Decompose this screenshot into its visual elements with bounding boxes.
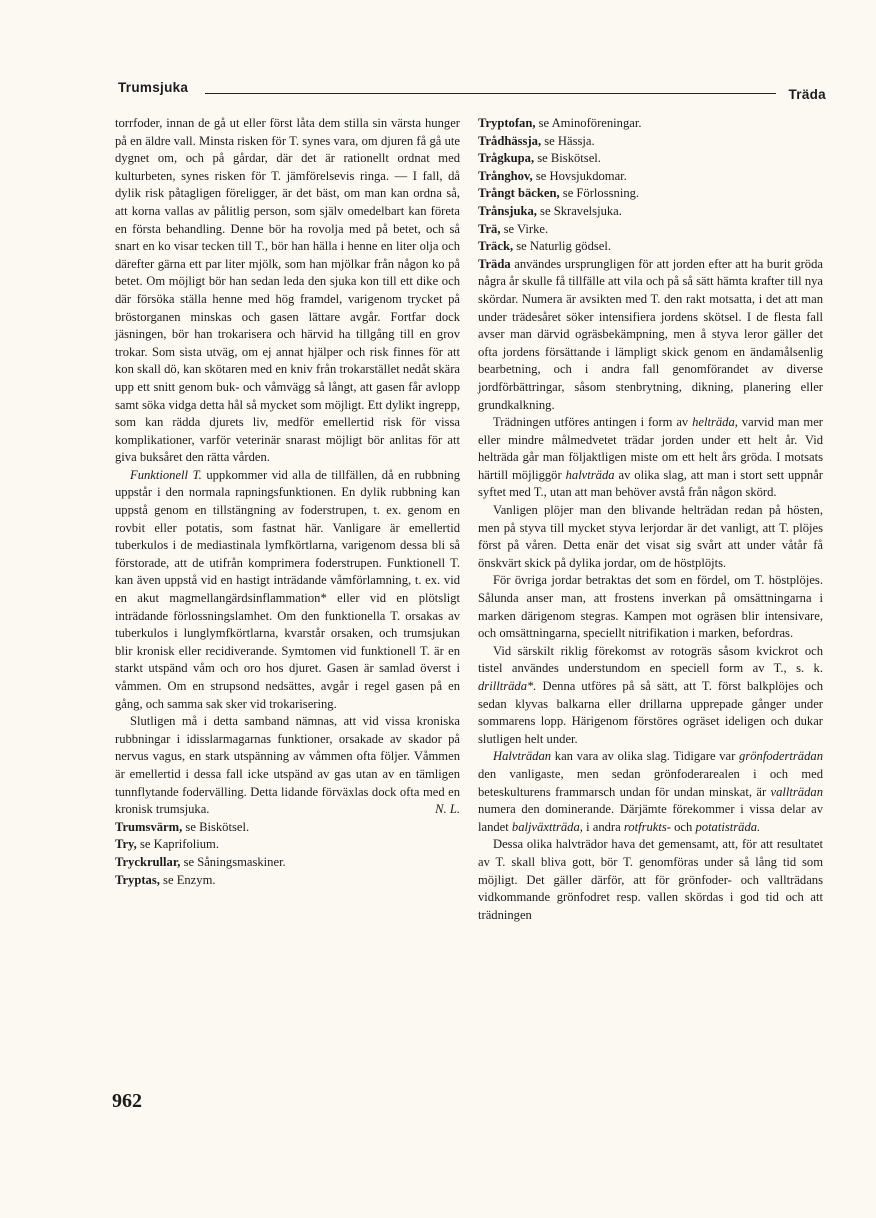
italic-term: helträda, <box>692 415 738 430</box>
paragraph-text: i andra <box>582 819 624 834</box>
paragraph-text: Denna utföres på så sätt, att T. först balkplöjes och sedan klyvas balkarna eller drillarna upprepade gånger under sommarens lopp. Härigenom förstöres ogräset ideligen och dukar slutligen helt under. <box>478 679 823 746</box>
author-signature: N. L. <box>435 802 460 817</box>
paragraph-text: numera den dominerande. Därjämte förekommer i vissa delar av landet <box>478 802 823 834</box>
italic-term: baljväxtträda, <box>511 819 583 834</box>
entry <box>478 203 823 221</box>
headword-entry <box>478 256 823 414</box>
entry-term: Try, <box>115 837 137 852</box>
entry-term: Trågkupa, <box>478 151 535 166</box>
entry <box>478 168 823 186</box>
italic-term: vallträdan <box>770 784 823 799</box>
entry-term: Tryckrullar, <box>115 854 181 869</box>
running-header-left: Trumsjuka <box>118 80 189 95</box>
entry-text: se Hässja. <box>541 133 595 148</box>
paragraph-text: Trädningen utföres antingen i form av <box>493 415 693 430</box>
entry-term: Trä, <box>478 221 501 236</box>
entry-text: se Skravelsjuka. <box>536 203 622 218</box>
paragraph-text: kan vara av olika slag. Tidigare var <box>551 749 740 764</box>
paragraph-text: varvid man mer eller mindre målmedvetet trädar jorden under ett helt år. Vid helträda går man följaktligen miste om ett helt års gröda. I motsats härtill möjliggör <box>478 415 823 482</box>
entry-term: Trånghov, <box>478 168 533 183</box>
paragraph <box>115 713 460 819</box>
paragraph <box>478 748 823 836</box>
paragraph-text: Vid särskilt riklig förekomst av rotogräs såsom kvickrot och tistel användes understundom en speciell form av T., s. k. <box>478 643 823 676</box>
entry-text: se Biskötsel. <box>534 151 601 166</box>
paragraph <box>478 414 823 502</box>
italic-term: Halvträdan <box>493 749 552 764</box>
entry <box>478 185 823 203</box>
italic-term: grönfoderträdan <box>739 749 823 764</box>
entry-text: se Aminoföreningar. <box>535 116 642 130</box>
entry-text: se Förlossning. <box>559 186 640 201</box>
entry-term: Trumsvärm, <box>115 819 183 834</box>
italic-term: potatisträda. <box>695 819 761 834</box>
paragraph: Vanligen plöjer man den blivande helträdan redan på hösten, men på styva till mycket styva lerjordar är det vanligt, att T. plöjes först på våren. Detta enär det visat sig svårt att under våtår få önskvärt skick på dylika jordar, om de höstplöjts. <box>478 503 823 570</box>
entry <box>478 221 823 239</box>
paragraph: torrfoder, innan de gå ut eller först låta dem stilla sin värsta hunger på en äldre vall. Minsta risken för T. synes vara, om djuren få gå ute dygnet om, och på gårdar, där det är rationellt ordnat med kulturbeten, synes risken för T. jämförelsevis ringa. — I fall, då dylik risk påtagligen föreligger, är det bäst, om man kan ordna så, att korna vallas av pålitlig person, som själv omedelbart kan företa en första behandling. Denne bör ha rovolja med på betet, och så snart en ko visar tecken till T., bör han hälla i henne en liter olja och därefter gärna ett par liter mjölk, som han mjölkar från någon ko på betet. Om möjligt bör han sedan leda den sjuka kon till ett dike och där försöka ställa henne med hög framdel, varigenom trycket på bröstorganen minskas och gasen lättare avgår. Fortfar dock jäsningen, bör han trokarisera och härvid ha tillgång till en grov trokar. Som sista utväg, om ej annat hjälper och risk finnes för att kon skall dö, kan skötaren med en kniv från trokarstället nedåt skära upp ett snitt genom buk- och våmvägg så långt, att gasen får avlopp samt söka vidga detta hål så mycket som möjligt. Ett dylikt ingrepp, som kan rädda djurets liv, medför emellertid risk för vissa komplikationer, varför veterinär snarast möjligt bör anlitas för att giva buksåret den rätta vården. <box>115 116 460 465</box>
paragraph <box>478 643 823 749</box>
entry-text: se Hovsjukdomar. <box>532 168 627 183</box>
left-column <box>115 115 460 889</box>
lead-term: Funktionell T. <box>130 467 202 482</box>
entry <box>478 238 823 256</box>
paragraph-text: uppkommer vid alla de tillfällen, då en rubbning uppstår i den normala rapningsfunktionen. En dylik rubbning kan uppstå genom en tillstängning av foderstrupen, t. ex. genom en rovbit eller potatis, som fastnat här. Vanligare är emellertid tuberkulos i de mediastinala lymfkörtlarna, varigenom dessa bli så förstorade, att de utifrån komprimera foderstrupen. Funktionell T. kan även uppstå vid en hastigt inträdande våmförlamning, t. ex. vid en akut magmellangärdsinflammation* eller vid en plötsligt inträdande förlossningslamhet. Om den funktionella T. orsakas av tuberkulos i lunglymfkörtlarna, kvarstår orsaken, och trumsjukan blir kronisk eller recidiverande. Symtomen vid funktionell T. är en starkt utspänd våm och oro hos djuret. Gasen är samlad överst i våmmen. Om en strupsond nedsättes, avgår i regel gasen på en gång, och samma sak sker vid trokarisering. <box>115 467 461 711</box>
entry <box>478 150 823 168</box>
italic-term: rotfrukts- <box>623 819 671 834</box>
entry <box>115 819 460 837</box>
headword: Träda <box>478 256 511 271</box>
entry-term: Trångt bäcken, <box>478 186 560 201</box>
entry-term: Tryptas, <box>115 872 160 887</box>
entry-text: se Biskötsel. <box>182 819 250 834</box>
entry-term: Trådhässja, <box>478 133 542 148</box>
paragraph-text: av olika slag, att man i stort sett uppnår syftet med T., utan att man behöver avstå från någon skörd. <box>478 467 823 500</box>
paragraph-text: och <box>670 819 696 834</box>
entry-text: se Enzym. <box>159 872 216 887</box>
entry <box>115 836 460 854</box>
page-number: 962 <box>112 1090 142 1112</box>
entry-text: se Naturlig gödsel. <box>513 239 612 254</box>
paragraph: För övriga jordar betraktas det som en fördel, om T. höstplöjes. Sålunda anser man, att frostens inverkan på omsättningarna i marken därigenom stegras. Kampen mot ogräsen blir intensivare, och omsättningarna, speciellt nitrifikation i marken, befordras. <box>478 573 823 641</box>
entry <box>115 854 460 872</box>
paragraph-text: Slutligen må i detta samband nämnas, att vid vissa kroniska rubbningar i idisslarmagarnas funktioner, orsakade av skador på nervus vagus, en stark utspänning av våmmen ofta följer. Våmmen är emellertid i dessa fall icke utspänd av gas utan av en tämligen tunnflytande fodervälling. Detta lidande förväxlas dock ofta med en kronisk trumsjuka. <box>115 714 460 817</box>
paragraph: Dessa olika halvträdor hava det gemensamt, att, för att resultatet av T. skall bliva gott, bör T. genomföras under så lång tid som möjligt. Det gäller därför, att för grönfoder- och vallträdans vidkommande grönfodret resp. vallen skördas i god tid och att trädningen <box>478 837 823 922</box>
entry-term: Träck, <box>478 239 514 254</box>
paragraph-text: den vanligaste, men sedan grönfoderarealen i och med beteskulturens frammarsch undan för undan minskat, är <box>478 766 823 799</box>
entry-text: se Virke. <box>500 221 549 236</box>
entry-term: Trånsjuka, <box>478 203 537 218</box>
entry-text: användes ursprungligen för att jorden efter att ha burit gröda några år skulle få tillfälle att vila och på så sätt hämta krafter till nya skördar. Numera är avsikten med T. den rakt motsatta, i det att man under trädesåret söker intensifiera jordens skötsel. I de flesta fall avser man därvid ogräsbekämpning, men å styva leror gäller det ofta jordens försättande i lämpligt skick genom en ändamålsenlig bearbetning, och i andra fall genomförandet av diverse jordförbättringar, såsom stenbrytning, dikning, planering eller grundkalkning. <box>478 256 823 412</box>
entry-text: se Kaprifolium. <box>136 837 220 852</box>
entry-text: se Såningsmaskiner. <box>180 854 286 869</box>
header-rule <box>205 93 776 94</box>
entry <box>478 115 823 133</box>
running-header-right: Träda <box>788 87 826 102</box>
right-column <box>478 115 823 924</box>
italic-term: halvträda <box>565 467 615 482</box>
italic-term: drillträda*. <box>478 679 537 693</box>
entry <box>115 872 460 890</box>
entry-term: Tryptofan, <box>478 116 536 130</box>
paragraph <box>115 467 460 713</box>
entry <box>478 133 823 151</box>
